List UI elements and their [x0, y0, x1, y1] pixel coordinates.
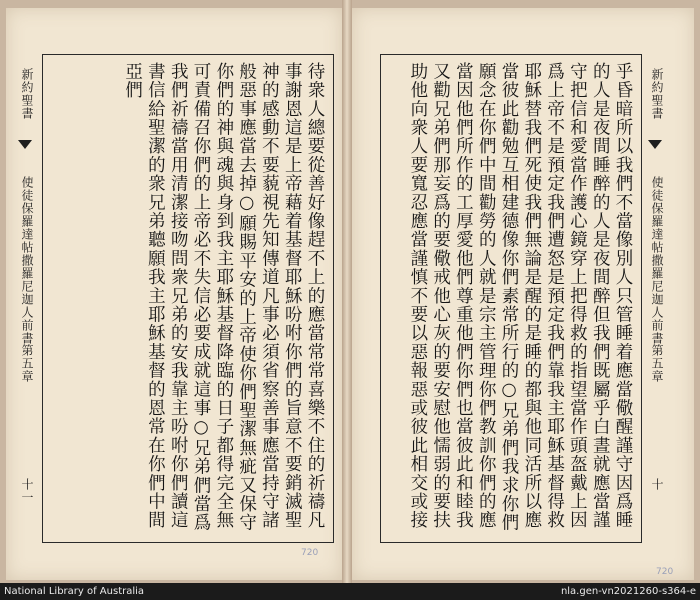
left-chapter-label: 第五章 — [20, 344, 34, 383]
left-book-title: 新約聖書 — [20, 68, 34, 120]
right-book-title: 新約聖書 — [650, 68, 664, 120]
item-identifier: nla.gen-vn2021260-s364-e — [560, 586, 696, 597]
viewer-footer — [0, 583, 700, 600]
right-epistle-title: 使徒保羅達帖撒羅尼迦人前書 — [650, 176, 664, 345]
right-chapter-label: 第五章 — [650, 344, 664, 383]
left-page-body-text: 待衆人總要從善好像趕不上的應當常常喜樂不住的祈禱凡事謝恩這是上帝藉着基督耶穌吩咐你們的旨意不要銷滅聖神的感動不要藐視先知傳道凡事必須省察善事應當持守諸般惡事應當去掉○願賜平安的上帝使你們聖潔無疵又保守你們的神與魂與身到我主耶穌基督降臨的日子都得完全無可責備召你們的上帝必不失信必要成就這事○兄弟們當爲我們祈禱當用清潔接吻問衆兄弟的安我靠主吩咐你們讀這書信給聖潔的衆兄弟聽願我主耶穌基督的恩常在你們中間亞們 — [122, 62, 325, 532]
book-gutter — [342, 0, 352, 583]
library-credit: National Library of Australia — [4, 586, 145, 597]
left-epistle-title: 使徒保羅達帖撒羅尼迦人前書 — [20, 176, 34, 345]
left-margin-mark: 720 — [301, 548, 319, 558]
fishtail-marker-icon — [648, 140, 662, 149]
right-margin-mark: 720 — [656, 567, 674, 577]
left-frame-rule — [42, 54, 43, 543]
fishtail-marker-icon — [18, 140, 32, 149]
right-page-body-text: 乎昏暗所以我們不當像別人只管睡着應當儆醒謹守因爲睡的人是夜間睡醉的人是夜間醉但我們既屬乎白晝就應當謹守把信和愛當作護心鏡穿上把得救的指望當作頭盔戴上因爲上帝不是預定我們遭怒是預定我們靠我主耶穌基督得救耶穌替我們死使我們無論是醒的是睡的都與他同活所以應當彼此勸勉互相建德像你們素常所行的○兄弟們我求你們願念在你們中間勸勞的人就是宗主管理你們教訓你們的應當因他們所作的工厚愛他們尊重他們你們也當彼此和睦我又勸兄弟們那妄爲的要儆戒他心灰的要安慰他懦弱的要扶助他向衆人要寬忍應當謹慎不要以惡報惡或彼此相交或接 — [407, 62, 633, 532]
right-page-number: 十 — [650, 478, 664, 491]
left-page-number: 十一 — [20, 478, 34, 504]
